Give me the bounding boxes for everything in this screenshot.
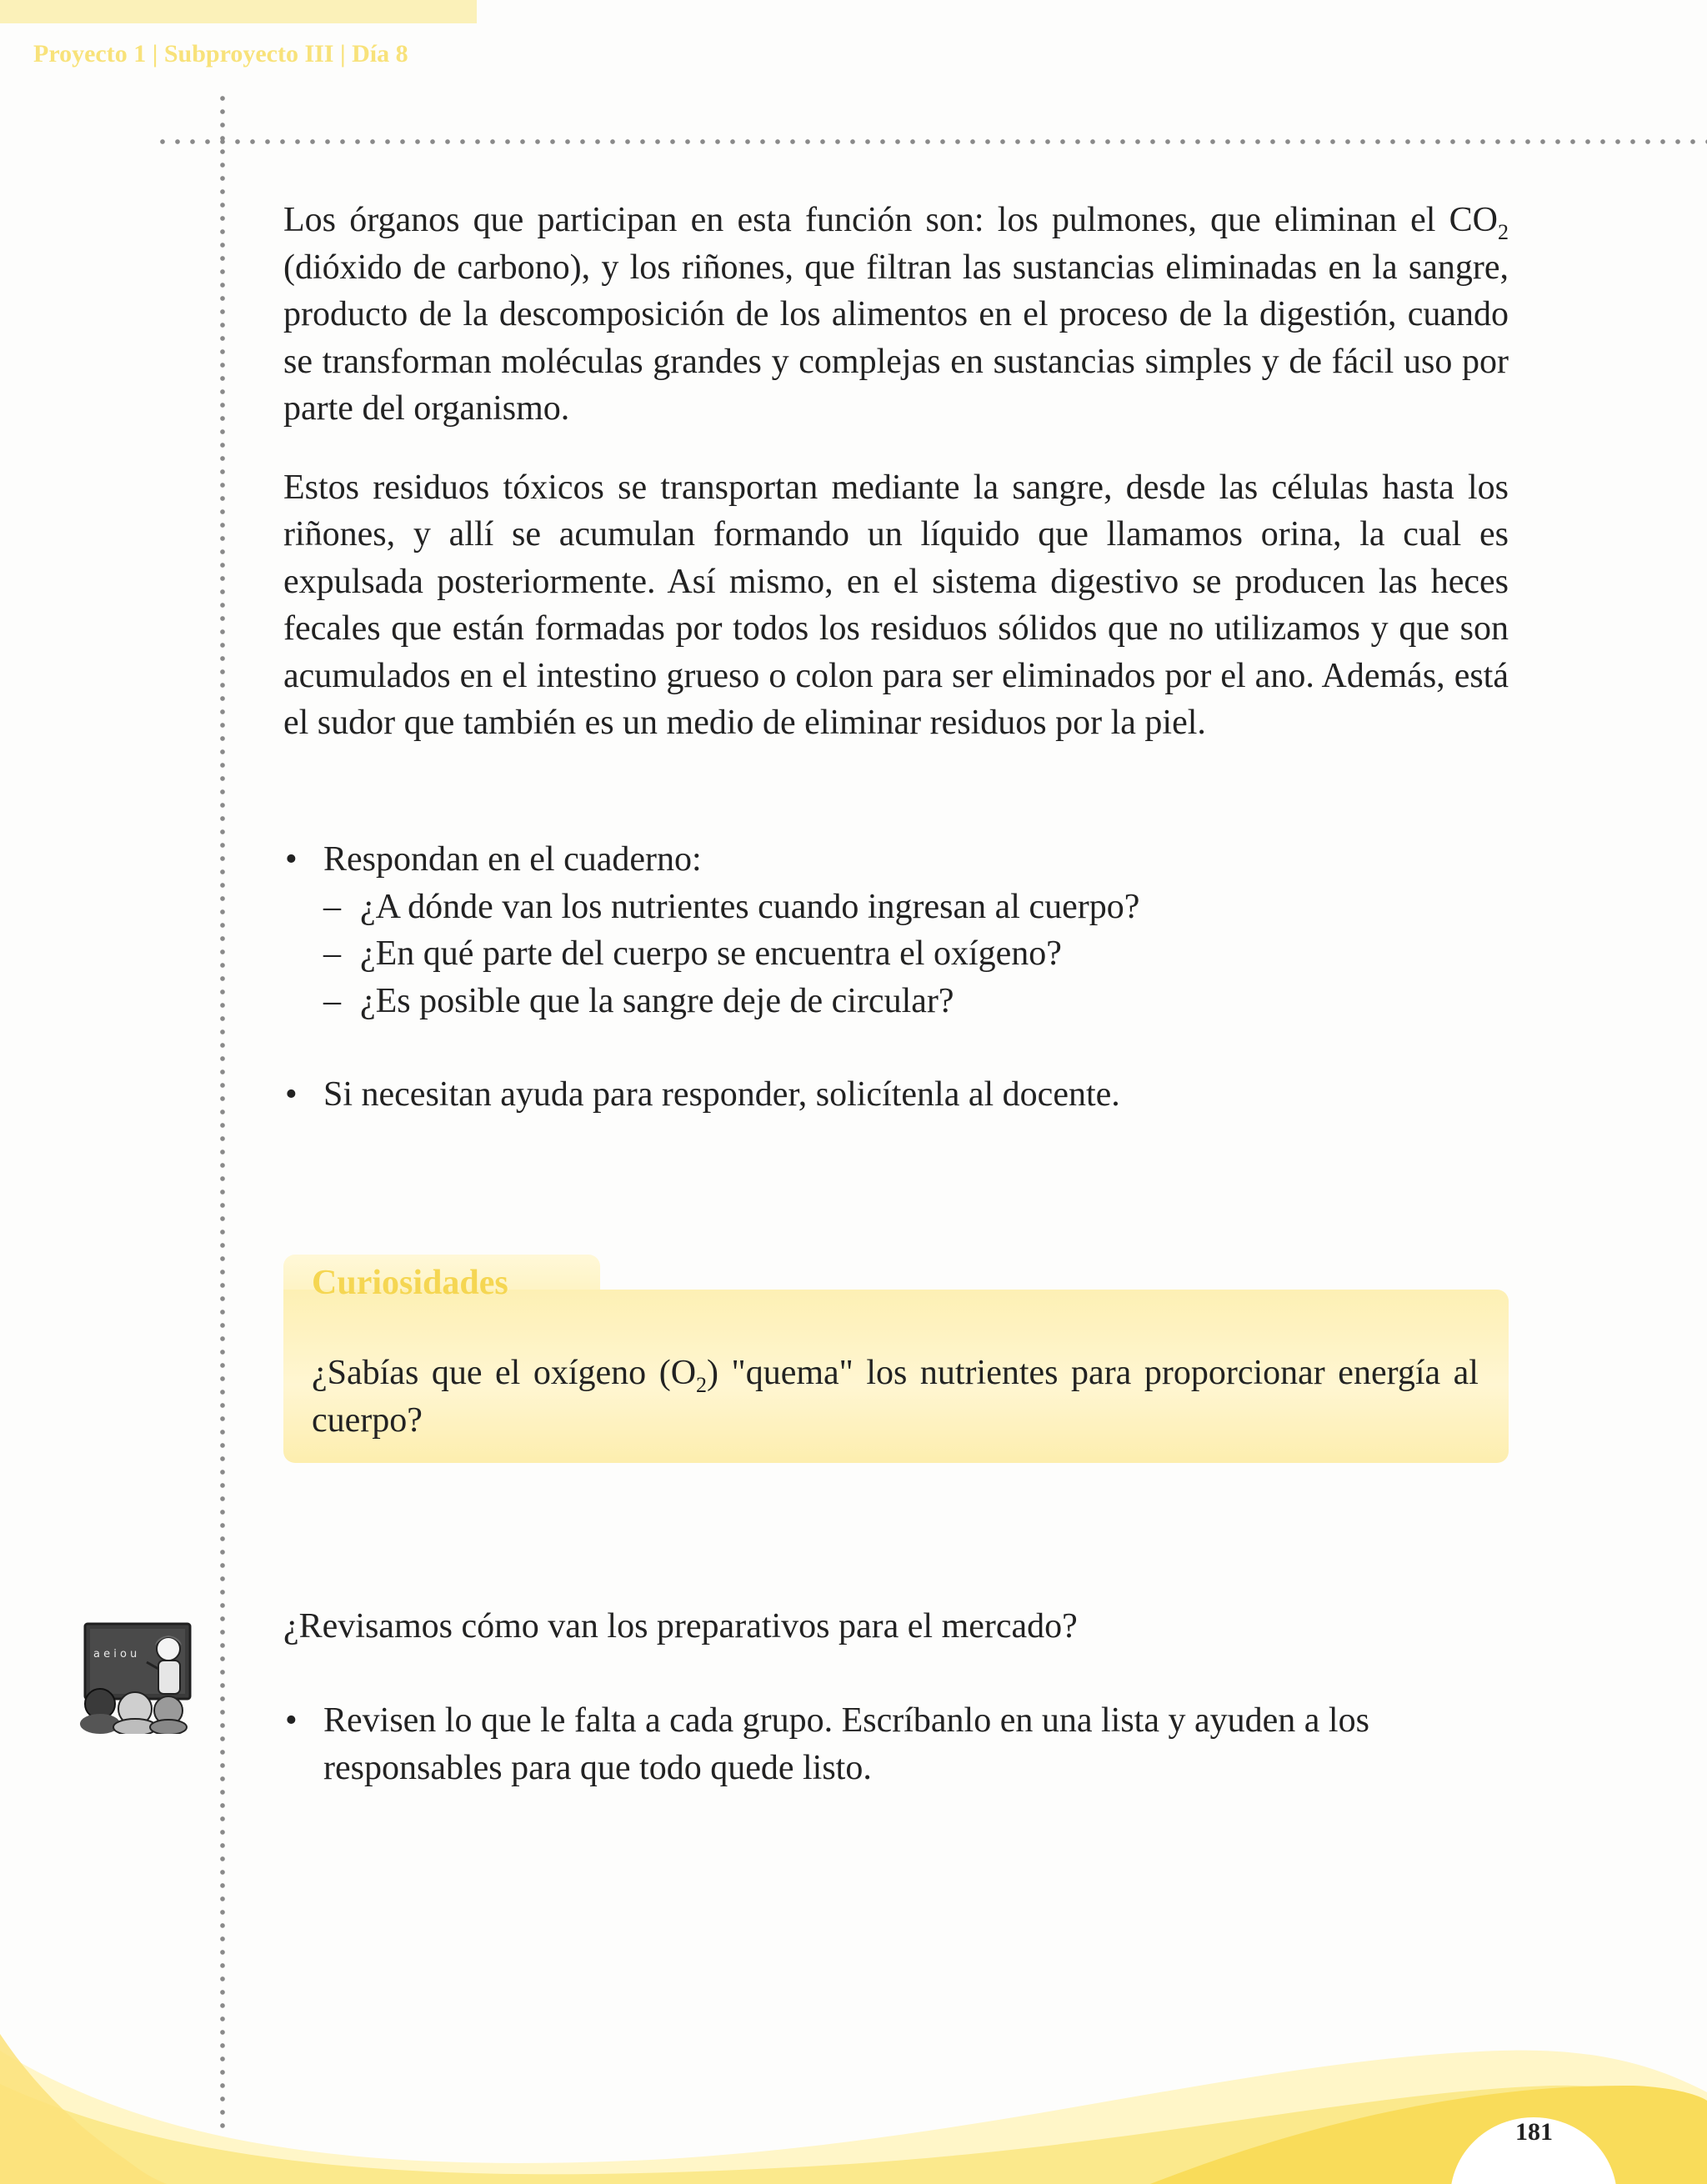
paragraph-organs: Los órganos que participan en esta función son: los pulmones, que eliminan el $CO_2$ (dióxido de carbono), y los riñones, que filtran las sustancias eliminadas en la sangre, producto de la descomposición de los alimentos en el proceso de la digestión, cuando se transforman moléculas grandes y complejas en sustancias simples y de fácil uso por parte del organismo. [283, 201, 1509, 428]
running-header: Proyecto 1 | Subproyecto III | Día 8 [33, 40, 408, 68]
list-item [283, 836, 1509, 1024]
main-text [283, 197, 1509, 747]
activity-instruction: Revisen lo que le falta a cada grupo. Escríbanlo en una lista y ayuden a los responsables para que todo quede listo. [323, 1701, 1369, 1787]
bullet-icon: • [285, 840, 298, 879]
activity-question: ¿Revisamos cómo van los preparativos para el mercado? [283, 1607, 1078, 1646]
help-note-block [283, 1071, 1509, 1119]
questions-block [283, 836, 1509, 1024]
footer-wave [0, 2034, 1707, 2184]
vertical-dotted-rule [220, 92, 225, 2184]
svg-text:a e i o u: a e i o u [93, 1648, 138, 1661]
curiosities-box [283, 1255, 1509, 1463]
bullet-icon: • [285, 1701, 298, 1740]
list-item [283, 1697, 1509, 1791]
dash-icon: – [323, 887, 341, 926]
curiosities-text: ¿Sabías que el oxígeno $(O_2)$ "quema" los nutrientes para proporcionar energía al cuerpo? [312, 1354, 1479, 1440]
page-number: 181 [1515, 2118, 1553, 2146]
list-item [283, 1071, 1509, 1119]
header-accent-bar [0, 0, 477, 23]
question-item: – ¿Es posible que la sangre deje de circular? [323, 978, 1509, 1025]
horizontal-dotted-rule [155, 139, 1707, 144]
question-item: – ¿A dónde van los nutrientes cuando ingresan al cuerpo? [323, 884, 1509, 931]
dash-icon: – [323, 934, 341, 973]
bullet-icon: • [285, 1075, 298, 1114]
activity-instruction-block [283, 1697, 1509, 1791]
dash-icon: – [323, 981, 341, 1020]
curiosities-title: Curiosidades [312, 1264, 508, 1302]
help-note: Si necesitan ayuda para responder, solicítenla al docente. [323, 1075, 1120, 1114]
question-item: – ¿En qué parte del cuerpo se encuentra el oxígeno? [323, 930, 1509, 978]
teacher-classroom-icon [75, 1617, 200, 1734]
paragraph-toxic-waste: Estos residuos tóxicos se transportan mediante la sangre, desde las células hasta los riñones, y allí se acumulan formando un líquido que llamamos orina, la cual es expulsada posteriormente. Así mismo, en el sistema digestivo se producen las heces fecales que están formadas por todos los residuos sólidos que no utilizamos y que son acumulados en el intestino grueso o colon para ser eliminados por el ano. Además, está el sudor que también es un medio de eliminar residuos por la piel. [283, 468, 1509, 742]
questions-intro: Respondan en el cuaderno: [323, 840, 702, 879]
